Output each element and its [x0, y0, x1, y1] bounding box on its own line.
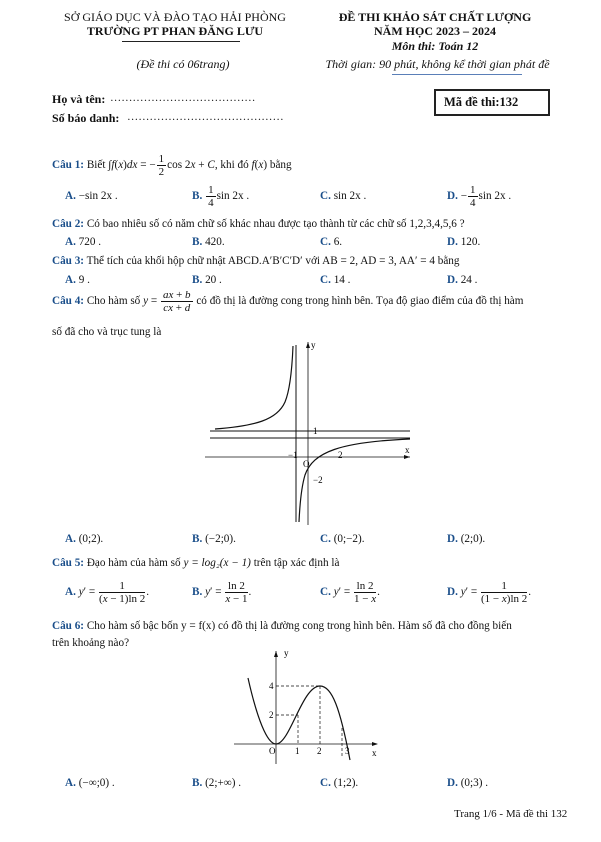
x-tick-1: 1	[295, 746, 300, 756]
x-label: x	[372, 748, 377, 758]
q1-option-d[interactable]: D. − $\frac{1}{4}$ sin 2x .	[447, 184, 512, 209]
subject: Môn thi: Toán 12	[391, 39, 479, 53]
q3-option-b[interactable]: B. 20 .	[192, 274, 222, 286]
question-2: Câu 2: Có bao nhiêu số có năm chữ số khác nhau được tạo thành từ các chữ số 1,2,3,4,5,6 ?	[52, 218, 465, 230]
q6-option-b[interactable]: B. (2;+∞) .	[192, 777, 242, 789]
x-tick-neg1: −1	[288, 450, 298, 460]
y-tick-1: 1	[313, 426, 318, 436]
page-footer: Trang 1/6 - Mã đề thi 132	[454, 808, 568, 820]
left-branch	[215, 346, 293, 429]
department: SỞ GIÁO DỤC VÀ ĐÀO TẠO HẢI PHÒNG	[64, 10, 286, 24]
origin-label: O	[303, 459, 310, 469]
exam-code-box: Mã đề thi:132	[434, 89, 550, 116]
exam-title: ĐỀ THI KHẢO SÁT CHẤT LƯỢNG	[338, 10, 532, 24]
q2-option-d[interactable]: D. 120.	[447, 236, 481, 248]
question-1: Câu 1: Biết ∫f(x)dx = − $\frac{1}{2}$ cos 2x + C, khi đó f(x) bằng	[52, 153, 292, 178]
y-label: y	[284, 648, 289, 658]
q3-option-a[interactable]: A. 9 .	[65, 274, 90, 286]
x-label: x	[405, 445, 410, 455]
question-6: Câu 6: Cho hàm số bậc bốn y = f(x) có đồ thị là đường cong trong hình bên. Hàm số đã cho đồng biến	[52, 620, 512, 632]
header-divider	[122, 41, 240, 42]
quartic-graph	[232, 648, 382, 766]
q5-option-b[interactable]: B. y′ = $\frac{\ln 2}{x - 1}$ .	[192, 580, 252, 605]
x-tick-3: 3	[345, 746, 350, 756]
q3-option-d[interactable]: D. 24 .	[447, 274, 478, 286]
q1-option-b[interactable]: B. $\frac{1}{4}$ sin 2x .	[192, 184, 250, 209]
q4-option-a[interactable]: A. (0;2).	[65, 533, 104, 545]
x-tick-2: 2	[338, 450, 343, 460]
q6-option-a[interactable]: A. (−∞;0) .	[65, 777, 115, 789]
question-6-cont: trên khoảng nào?	[52, 637, 130, 649]
q2-option-a[interactable]: A. 720 .	[65, 236, 102, 248]
time-underline	[392, 74, 522, 75]
q5-option-a[interactable]: A. y′ = $\frac{1}{(x - 1)\ln 2}$ .	[65, 580, 150, 605]
y-tick-4: 4	[269, 681, 274, 691]
id-field[interactable]: ……………………………………	[127, 111, 284, 123]
q4-option-c[interactable]: C. (0;−2).	[320, 533, 365, 545]
y-tick-2: 2	[269, 710, 274, 720]
hyperbola-graph	[205, 340, 415, 525]
school-name: TRƯỜNG PT PHAN ĐĂNG LƯU	[86, 24, 264, 38]
question-3: Câu 3: Thể tích của khối hộp chữ nhật ABCD.A′B′C′D′ với AB = 2, AD = 3, AA′ = 4 bằng	[52, 255, 460, 267]
q6-option-d[interactable]: D. (0;3) .	[447, 777, 489, 789]
q5-option-d[interactable]: D. y′ = $\frac{1}{(1 - x)\ln 2}$ .	[447, 580, 532, 605]
id-label: Số báo danh:	[52, 111, 120, 125]
q1-option-c[interactable]: C. sin 2x .	[320, 190, 367, 202]
name-label: Họ và tên:	[52, 92, 106, 106]
origin-label: O	[269, 746, 276, 756]
q4-option-b[interactable]: B. (−2;0).	[192, 533, 236, 545]
x-tick-2: 2	[317, 746, 322, 756]
question-5: Câu 5: Đạo hàm của hàm số y = log₂(x − 1) trên tập xác định là	[52, 557, 340, 569]
q6-option-c[interactable]: C. (1;2).	[320, 777, 359, 789]
q2-option-c[interactable]: C. 6.	[320, 236, 343, 248]
y-label: y	[311, 340, 316, 350]
school-year: NĂM HỌC 2023 – 2024	[374, 24, 496, 38]
page-count: (Đề thi có 06trang)	[136, 57, 230, 71]
q2-option-b[interactable]: B. 420.	[192, 236, 225, 248]
q1-option-a[interactable]: A. −sin 2x .	[65, 190, 118, 202]
name-field[interactable]: …………………………………	[110, 92, 256, 104]
q5-option-c[interactable]: C. y′ = $\frac{\ln 2}{1 - x}$ .	[320, 580, 380, 605]
y-tick-neg2: −2	[313, 475, 323, 485]
q3-option-c[interactable]: C. 14 .	[320, 274, 351, 286]
question-4: Câu 4: Cho hàm số y = $\frac{ax + b}{cx + d}$ có đồ thị là đường cong trong hình bên. Tọa độ giao điểm của đồ thị hàm	[52, 289, 524, 314]
question-4-cont: số đã cho và trục tung là	[52, 326, 162, 338]
exam-time: Thời gian: 90 phút, không kể thời gian phát đề	[325, 57, 550, 71]
q4-option-d[interactable]: D. (2;0).	[447, 533, 486, 545]
